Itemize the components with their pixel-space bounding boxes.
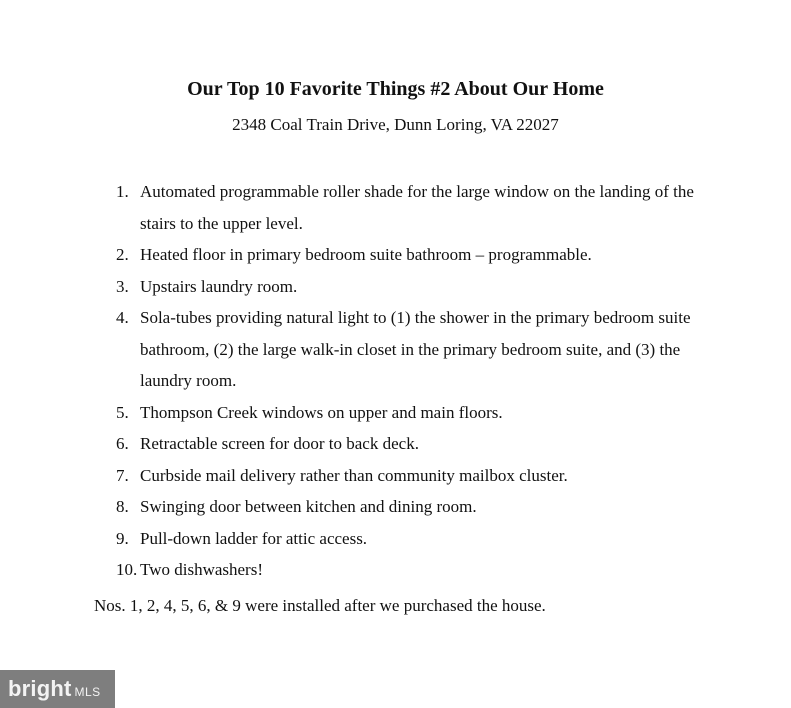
item-number: 3. bbox=[116, 276, 129, 296]
item-number: 10. bbox=[116, 560, 138, 579]
document-address: 2348 Coal Train Drive, Dunn Loring, VA 22027 bbox=[232, 115, 559, 134]
item-text: Thompson Creek windows on upper and main floors. bbox=[140, 402, 503, 422]
item-text: Upstairs laundry room. bbox=[140, 276, 298, 296]
bright-mls-logo bbox=[0, 670, 115, 708]
item-text: Heated floor in primary bedroom suite bathroom – programmable. bbox=[140, 245, 592, 264]
list-item bbox=[0, 460, 695, 492]
item-number: 5. bbox=[116, 402, 129, 422]
item-text: Curbside mail delivery rather than community mailbox cluster. bbox=[140, 465, 568, 485]
item-number: 6. bbox=[116, 434, 129, 453]
item-number: 2. bbox=[116, 245, 129, 264]
item-text: Sola-tubes providing natural light to (1) the shower in the primary bedroom suite bathroom, (2) the large walk-in closet in the primary bedroom suite, and (3) the laundry room. bbox=[140, 308, 691, 390]
logo-mls-text: MLS bbox=[74, 685, 101, 699]
list-item bbox=[0, 523, 695, 555]
list-item bbox=[0, 428, 695, 460]
footnote: Nos. 1, 2, 4, 5, 6, & 9 were installed after we purchased the house. bbox=[94, 596, 546, 615]
item-text: Two dishwashers! bbox=[140, 560, 263, 579]
list-item bbox=[0, 302, 695, 397]
document-title: Our Top 10 Favorite Things #2 About Our Home bbox=[187, 78, 604, 100]
list-item bbox=[0, 239, 695, 271]
item-number: 1. bbox=[116, 182, 129, 201]
list-item bbox=[0, 397, 695, 429]
item-number: 4. bbox=[116, 308, 129, 327]
item-number: 8. bbox=[116, 497, 129, 516]
item-text: Retractable screen for door to back deck. bbox=[140, 434, 419, 453]
item-number: 9. bbox=[116, 528, 129, 548]
list-item bbox=[0, 491, 695, 523]
list-item bbox=[0, 176, 695, 239]
item-text: Swinging door between kitchen and dining room. bbox=[140, 497, 477, 516]
item-number: 7. bbox=[116, 465, 129, 485]
list-item bbox=[0, 554, 695, 586]
favorites-list bbox=[0, 176, 791, 586]
item-text: Pull-down ladder for attic access. bbox=[140, 528, 368, 548]
item-text: Automated programmable roller shade for the large window on the landing of the stairs to the upper level. bbox=[140, 182, 694, 233]
logo-brand-text: bright bbox=[8, 676, 72, 701]
list-item bbox=[0, 271, 695, 303]
